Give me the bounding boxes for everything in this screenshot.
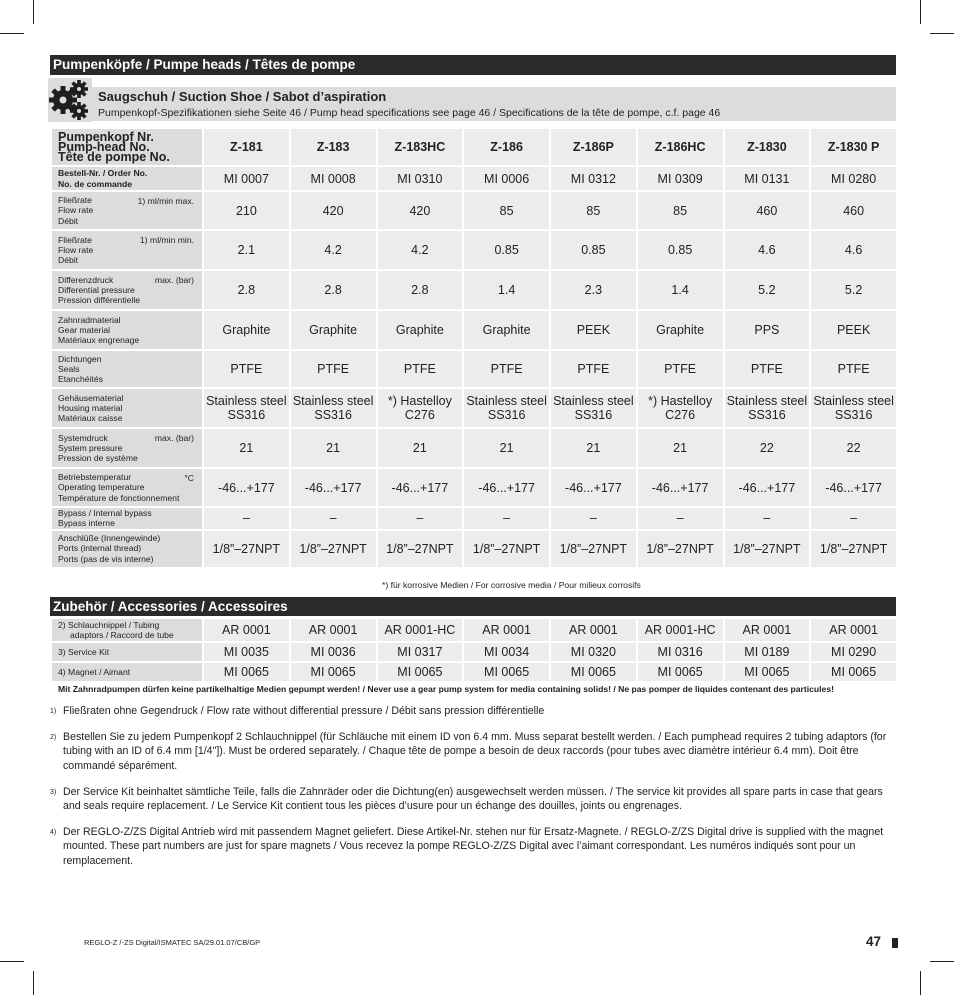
spec-value: 21 [291, 429, 376, 467]
footnote-text: Der Service Kit beinhaltet sämtliche Teile, falls die Zahnräder oder die Dichtung(en) ausgewechselt werden müssen. / The service kit provides all spare parts in case that gears and seals require replacement. / Le Service Kit contient tous les pièces d’usure pour un échange des douilles, joints ou engrenages. [63, 785, 883, 813]
accessory-part-number: MI 0317 [378, 643, 463, 661]
footnote [50, 785, 896, 813]
spec-value: Graphite [464, 311, 549, 349]
accessory-label-line: 3) Service Kit [58, 647, 110, 657]
row-unit: 1) ml/min min. [140, 235, 194, 245]
accessories-table [50, 617, 898, 683]
spec-value: 1/8”–27NPT [725, 531, 810, 567]
row-label-line: Housing material [58, 402, 123, 413]
row-label [52, 271, 202, 309]
row-label [52, 351, 202, 387]
accessory-part-number: MI 0065 [551, 663, 636, 681]
spec-value: 1.4 [464, 271, 549, 309]
spec-value: 2.3 [551, 271, 636, 309]
column-header: Z-1830 [725, 129, 810, 165]
spec-value: 22 [725, 429, 810, 467]
row-label-line: Ports (pas de vis interne) [58, 553, 154, 564]
column-header: Z-1830 P [811, 129, 896, 165]
order-number: MI 0280 [811, 167, 896, 190]
suction-shoe-header [50, 87, 896, 121]
order-row [52, 167, 896, 190]
spec-value: -46...+177 [291, 469, 376, 506]
row-unit: 1) ml/min max. [137, 196, 194, 206]
spec-value: Graphite [638, 311, 723, 349]
accessory-label-line: 4) Magnet / Aimant [58, 667, 131, 677]
spec-value: 4.2 [291, 231, 376, 269]
accessory-part-number: MI 0290 [811, 643, 896, 661]
row-label-line: Gear material [58, 324, 111, 335]
spec-value: 460 [725, 192, 810, 229]
accessory-label-line: 2) Schlauchnippel / Tubing [58, 620, 160, 630]
row-label-line: Betriebstemperatur [58, 472, 132, 483]
spec-value: 0.85 [551, 231, 636, 269]
column-header: Z-186P [551, 129, 636, 165]
row-label-line: Tête de pompe No. [58, 150, 170, 165]
spec-row [52, 508, 896, 529]
row-label-line: Flow rate [58, 205, 94, 216]
spec-value: 2.8 [378, 271, 463, 309]
row-unit: °C [184, 473, 194, 483]
section-title-pump-heads: Pumpenköpfe / Pumpe heads / Têtes de pompe [50, 55, 896, 75]
corrosive-media-note: *) für korrosive Medien / For corrosive media / Pour milieux corrosifs [382, 580, 641, 590]
accessory-row [52, 643, 896, 661]
crop-mark [930, 33, 954, 34]
accessory-label-line: adaptors / Raccord de tube [70, 630, 174, 640]
accessory-part-number: AR 0001 [551, 619, 636, 641]
spec-value: Stainless steel SS316 [204, 389, 289, 427]
spec-value: Graphite [378, 311, 463, 349]
accessory-part-number: MI 0065 [291, 663, 376, 681]
accessory-part-number: MI 0034 [464, 643, 549, 661]
spec-value: 1/8”–27NPT [378, 531, 463, 567]
footnote [50, 730, 896, 773]
row-label-line: Etanchéités [58, 374, 103, 385]
row-label-line: Débit [58, 255, 79, 266]
spec-value: PTFE [204, 351, 289, 387]
spec-value: PTFE [811, 351, 896, 387]
spec-value: 2.8 [204, 271, 289, 309]
footnote [50, 704, 896, 718]
spec-row [52, 469, 896, 506]
spec-value: 85 [464, 192, 549, 229]
row-label-line: Bypass / Internal bypass [58, 508, 152, 518]
accessory-part-number: AR 0001 [464, 619, 549, 641]
row-label-line: System pressure [58, 442, 123, 453]
order-number: MI 0312 [551, 167, 636, 190]
column-header: Z-183HC [378, 129, 463, 165]
accessory-part-number: MI 0065 [378, 663, 463, 681]
row-label-line: Température de fonctionnement [58, 492, 180, 503]
spec-value: 460 [811, 192, 896, 229]
spec-value: 1.4 [638, 271, 723, 309]
spec-value: PTFE [464, 351, 549, 387]
document-footer: REGLO-Z /-ZS Digital/ISMATEC SA/29.01.07/CB/GP [84, 938, 261, 947]
page-number: 47 [866, 934, 882, 949]
spec-value: PTFE [378, 351, 463, 387]
spec-value: 5.2 [725, 271, 810, 309]
spec-value: – [291, 508, 376, 529]
spec-value: – [551, 508, 636, 529]
spec-value: PEEK [551, 311, 636, 349]
spec-value: Stainless steel SS316 [725, 389, 810, 427]
row-label-line: Ports (internal thread) [58, 543, 142, 554]
spec-value: -46...+177 [464, 469, 549, 506]
row-label-line: Fließrate [58, 234, 92, 245]
row-label [52, 231, 202, 269]
footnote-text: Fließraten ohne Gegendruck / Flow rate without differential pressure / Débit sans pression différentielle [63, 705, 545, 717]
spec-row [52, 531, 896, 567]
spec-value: 21 [378, 429, 463, 467]
accessory-part-number: MI 0065 [464, 663, 549, 681]
accessory-part-number: MI 0065 [638, 663, 723, 681]
row-label-line: Gehäusematerial [58, 392, 124, 403]
spec-value: 0.85 [638, 231, 723, 269]
accessory-part-number: MI 0036 [291, 643, 376, 661]
accessory-part-number: MI 0065 [811, 663, 896, 681]
row-label [52, 531, 202, 567]
spec-row [52, 271, 896, 309]
spec-value: PTFE [291, 351, 376, 387]
crop-mark [0, 961, 24, 962]
order-number: MI 0131 [725, 167, 810, 190]
spec-value: PEEK [811, 311, 896, 349]
row-label-line: Anschlüße (Innengewinde) [58, 533, 161, 544]
row-label-line: No. de commande [58, 178, 133, 189]
accessory-row [52, 619, 896, 641]
crop-mark [920, 0, 921, 24]
spec-value: 420 [378, 192, 463, 229]
spec-value: Stainless steel SS316 [464, 389, 549, 427]
spec-value: 1/8”–27NPT [464, 531, 549, 567]
spec-value: -46...+177 [725, 469, 810, 506]
spec-value: 21 [638, 429, 723, 467]
spec-value: 210 [204, 192, 289, 229]
row-label-line: Pression différentielle [58, 295, 141, 306]
order-number: MI 0007 [204, 167, 289, 190]
spec-row [52, 231, 896, 269]
crop-mark [33, 971, 34, 995]
row-label-line: Differenzdruck [58, 274, 114, 285]
row-label-line: Seals [58, 363, 80, 374]
spec-value: 2.8 [291, 271, 376, 309]
order-number: MI 0309 [638, 167, 723, 190]
spec-row [52, 389, 896, 427]
spec-value: – [464, 508, 549, 529]
accessory-part-number: MI 0189 [725, 643, 810, 661]
header-row [52, 129, 896, 165]
spec-value: 5.2 [811, 271, 896, 309]
spec-reference-note: Pumpenkopf-Spezifikationen siehe Seite 46 / Pump head specifications see page 46 / Specifications de la tête de pompe, c.f. page 46 [98, 107, 721, 119]
spec-value: 4.6 [725, 231, 810, 269]
spec-value: 4.6 [811, 231, 896, 269]
spec-value: Graphite [204, 311, 289, 349]
spec-value: 1/8”–27NPT [204, 531, 289, 567]
spec-value: 22 [811, 429, 896, 467]
spec-value: Stainless steel SS316 [291, 389, 376, 427]
row-label-line: Fließrate [58, 195, 92, 206]
row-unit: max. (bar) [154, 275, 194, 285]
accessory-label [52, 643, 202, 661]
spec-value: -46...+177 [638, 469, 723, 506]
footnote-text: Bestellen Sie zu jedem Pumpenkopf 2 Schlauchnippel (für Schläuche mit einem ID von 6.4 mm. Muss separat bestellt werden. / Each pumphead requires 2 tubing adaptors (for tubing with an ID of 6.4 mm [1/4"]). Must be ordered separately. / Chaque tête de pompe a besoin de deux raccords (pour tubes avec diamètre intérieur 6.4 mm). Doit être commandé séparément. [63, 731, 887, 772]
accessory-part-number: MI 0035 [204, 643, 289, 661]
spec-value: -46...+177 [811, 469, 896, 506]
accessory-part-number: AR 0001 [204, 619, 289, 641]
accessory-row [52, 663, 896, 681]
row-label [52, 167, 202, 190]
spec-row [52, 311, 896, 349]
spec-value: PPS [725, 311, 810, 349]
footnote-number: 2) [50, 734, 57, 742]
row-label-line: Matériaux caisse [58, 413, 123, 424]
row-label [52, 389, 202, 427]
spec-value: Stainless steel SS316 [811, 389, 896, 427]
spec-value: PTFE [551, 351, 636, 387]
spec-value: – [638, 508, 723, 529]
spec-value: 21 [204, 429, 289, 467]
spec-value: 420 [291, 192, 376, 229]
note-gap [50, 773, 896, 785]
gear-icon [48, 78, 92, 122]
order-number: MI 0006 [464, 167, 549, 190]
spec-value: 21 [464, 429, 549, 467]
accessory-part-number: AR 0001 [725, 619, 810, 641]
footnote-number: 3) [50, 788, 57, 796]
row-label [52, 192, 202, 229]
footnote-number: 1) [50, 708, 57, 715]
row-label-line: Débit [58, 215, 79, 226]
row-label [52, 508, 202, 529]
row-label [52, 311, 202, 349]
spec-value: PTFE [638, 351, 723, 387]
suction-shoe-title: Saugschuh / Suction Shoe / Sabot d’aspiration [98, 89, 387, 104]
note-gap [50, 718, 896, 730]
spec-value: -46...+177 [378, 469, 463, 506]
spec-value: PTFE [725, 351, 810, 387]
spec-value: -46...+177 [204, 469, 289, 506]
spec-value: Graphite [291, 311, 376, 349]
row-label-line: Zahnradmaterial [58, 314, 121, 325]
spec-value: – [811, 508, 896, 529]
spec-value: 85 [551, 192, 636, 229]
accessory-part-number: AR 0001-HC [638, 619, 723, 641]
page-marker [892, 938, 898, 948]
row-label [52, 129, 202, 165]
accessory-part-number: MI 0065 [725, 663, 810, 681]
footnotes [50, 704, 896, 868]
footnote-number: 4) [50, 829, 57, 837]
spec-value: 1/8”–27NPT [811, 531, 896, 567]
pump-head-spec-table [50, 127, 898, 569]
solids-warning: Mit Zahnradpumpen dürfen keine partikelhaltige Medien gepumpt werden! / Never use a gear pump system for media containing solids! / Ne pas pomper de liquides contenant des particules! [58, 684, 834, 694]
row-label-line: Pumpenkopf Nr. [58, 129, 154, 144]
spec-value: *) Hastelloy C276 [638, 389, 723, 427]
row-label-line: Operating temperature [58, 482, 145, 493]
spec-row [52, 429, 896, 467]
row-unit: max. (bar) [154, 433, 194, 443]
footnote [50, 825, 896, 868]
section-title-accessories: Zubehör / Accessories / Accessoires [50, 597, 896, 616]
accessory-part-number: AR 0001 [811, 619, 896, 641]
accessory-label [52, 663, 202, 681]
accessory-part-number: MI 0065 [204, 663, 289, 681]
spec-value: 2.1 [204, 231, 289, 269]
crop-mark [930, 961, 954, 962]
row-label-line: Differential pressure [58, 284, 135, 295]
spec-value: – [378, 508, 463, 529]
column-header: Z-183 [291, 129, 376, 165]
spec-value: 21 [551, 429, 636, 467]
accessory-label [52, 619, 202, 641]
row-label [52, 429, 202, 467]
row-label-line: Pump-head No. [58, 139, 150, 154]
crop-mark [0, 33, 24, 34]
row-label-line: Matériaux engrenage [58, 335, 140, 346]
spec-row [52, 351, 896, 387]
footnote-text: Der REGLO-Z/ZS Digital Antrieb wird mit passendem Magnet geliefert. Diese Artikel-Nr. stehen nur für Ersatz-Magnete. / REGLO-Z/ZS Digital drive is supplied with the magnet mounted. These part numbers are just for spare magnets / Vous recevez la pompe REGLO-Z/ZS Digital avec l’aimant correspondant. Les numéros indiqués sont pour un remplacement. [63, 826, 884, 867]
crop-mark [920, 971, 921, 995]
spec-value: 1/8”–27NPT [551, 531, 636, 567]
spec-value: -46...+177 [551, 469, 636, 506]
column-header: Z-186 [464, 129, 549, 165]
row-label-line: Pression de système [58, 453, 138, 464]
row-label [52, 469, 202, 506]
column-header: Z-186HC [638, 129, 723, 165]
spec-value: Stainless steel SS316 [551, 389, 636, 427]
crop-mark [33, 0, 34, 24]
accessory-part-number: AR 0001-HC [378, 619, 463, 641]
accessory-part-number: AR 0001 [291, 619, 376, 641]
accessory-part-number: MI 0316 [638, 643, 723, 661]
column-header: Z-181 [204, 129, 289, 165]
row-label-line: Flow rate [58, 244, 94, 255]
row-label-line: Bestell-Nr. / Order No. [58, 168, 148, 179]
spec-value: 4.2 [378, 231, 463, 269]
spec-row [52, 192, 896, 229]
spec-value: – [725, 508, 810, 529]
row-label-line: Systemdruck [58, 432, 108, 443]
spec-value: 85 [638, 192, 723, 229]
spec-value: *) Hastelloy C276 [378, 389, 463, 427]
order-number: MI 0310 [378, 167, 463, 190]
note-gap [50, 813, 896, 825]
accessory-part-number: MI 0320 [551, 643, 636, 661]
spec-value: 0.85 [464, 231, 549, 269]
spec-value: – [204, 508, 289, 529]
order-number: MI 0008 [291, 167, 376, 190]
spec-value: 1/8”–27NPT [638, 531, 723, 567]
row-label-line: Bypass interne [58, 518, 115, 529]
spec-value: 1/8”–27NPT [291, 531, 376, 567]
row-label-line: Dichtungen [58, 353, 102, 364]
